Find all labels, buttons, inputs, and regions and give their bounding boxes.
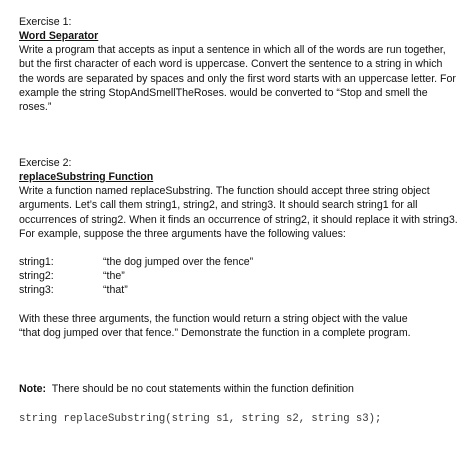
exercise-1-body-line: Write a program that accepts as input a sentence in which all of the words are run together, xyxy=(19,44,446,56)
exercise-1-body-line: the words are separated by spaces and only the first word starts with an uppercase letter. For xyxy=(19,73,456,85)
exercise-2-heading: Exercise 2: xyxy=(19,157,72,169)
exercise-2-title: replaceSubstring Function xyxy=(19,171,154,183)
exercise-2-result-line: With these three arguments, the function would return a string object with the value xyxy=(19,313,408,325)
note-text: There should be no cout statements within the function definition xyxy=(46,383,354,395)
exercise-2-body-line: occurrences of string2. When it finds an occurrence of string2, it should replace it with string3. xyxy=(19,214,458,226)
variable-value: “the” xyxy=(103,270,125,282)
variable-value: “the dog jumped over the fence” xyxy=(103,256,254,268)
function-signature-code: string replaceSubstring(string s1, string s2, string s3); xyxy=(19,413,382,425)
note-label: Note: xyxy=(19,383,47,395)
variable-name: string2: xyxy=(19,270,54,282)
exercise-1-body-line: but the first character of each word is uppercase. Convert the sentence to a string in which xyxy=(19,58,443,70)
note-line xyxy=(19,383,354,396)
exercise-1-heading: Exercise 1: xyxy=(19,16,72,28)
variable-name: string3: xyxy=(19,284,54,296)
exercise-1-title: Word Separator xyxy=(19,30,99,42)
exercise-1-body-line: roses.” xyxy=(19,101,52,113)
exercise-2-body-line: Write a function named replaceSubstring. The function should accept three string object xyxy=(19,185,430,197)
variable-name: string1: xyxy=(19,256,54,268)
exercise-1-body-line: example the string StopAndSmellTheRoses. would be converted to “Stop and smell the xyxy=(19,87,428,99)
exercise-2-body-line: arguments. Let’s call them string1, string2, and string3. It should search string1 for all xyxy=(19,199,418,211)
exercise-2-body-line: For example, suppose the three arguments have the following values: xyxy=(19,228,346,240)
variable-value: “that” xyxy=(103,284,128,296)
exercise-2-result-line: “that dog jumped over that fence.” Demonstrate the function in a complete program. xyxy=(19,327,411,339)
